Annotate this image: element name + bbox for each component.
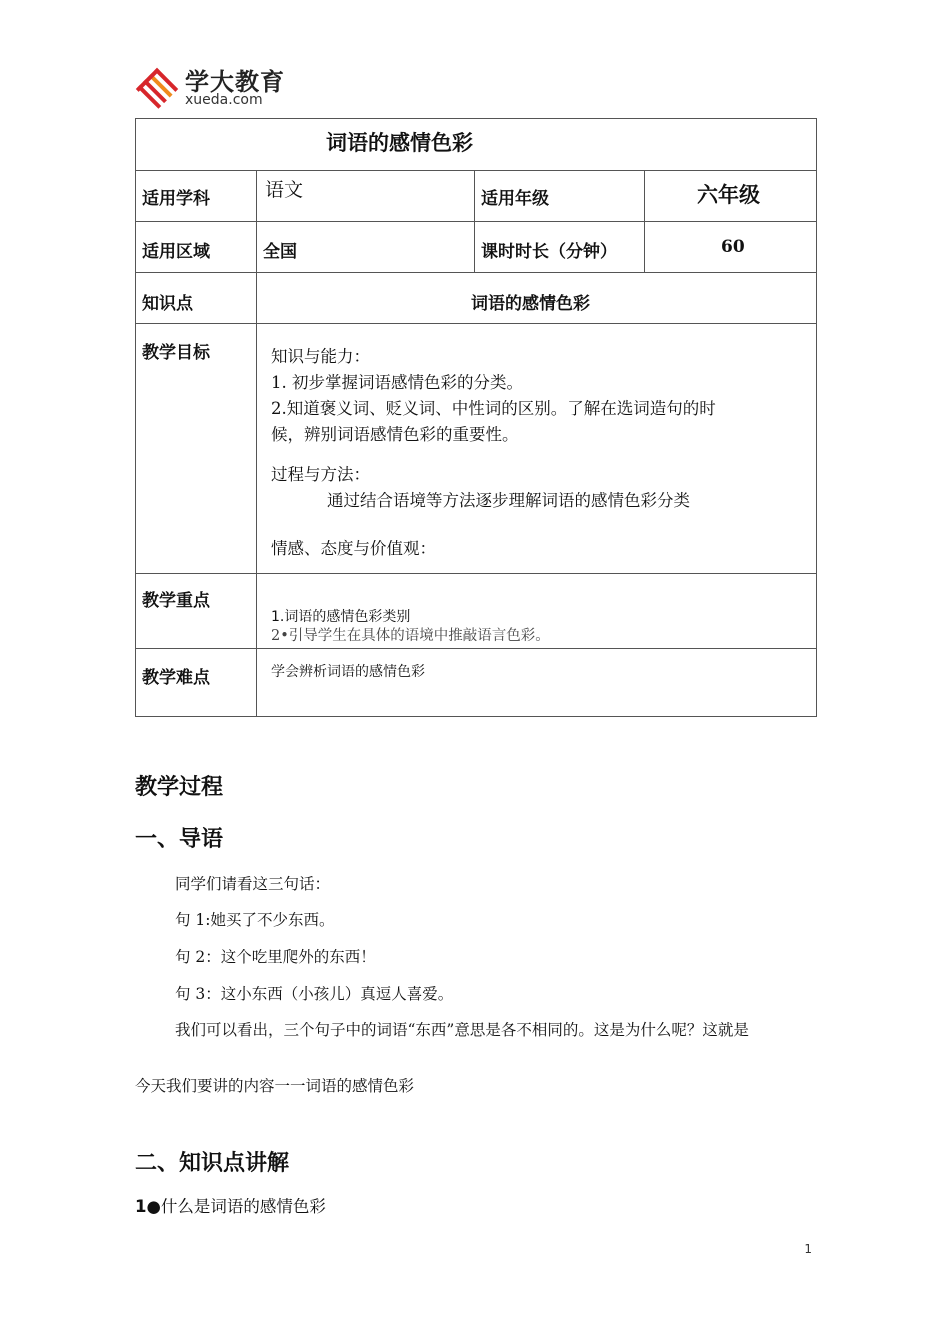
key-point-line: 1.词语的感情色彩类别 — [271, 609, 411, 625]
subsection-number: 1● — [135, 1197, 161, 1216]
section-heading: 教学过程 — [135, 775, 224, 800]
paragraph: 同学们请看这三句话： — [175, 875, 331, 893]
paragraph: 句 2：这个吃里爬外的东西！ — [175, 948, 376, 966]
xueda-logo — [135, 62, 305, 114]
goal-line: 通过结合语境等方法逐步理解词语的感情色彩分类 — [327, 491, 690, 510]
knowledge-point-label: 知识点 — [136, 273, 257, 324]
key-point-line: 2•引导学生在具体的语境中推敲语言色彩。 — [271, 628, 550, 644]
xueda-logo-icon — [135, 66, 179, 112]
section-heading: 二、知识点讲解 — [135, 1151, 290, 1176]
goal-line: 候，辨别词语感情色彩的重要性。 — [271, 425, 519, 444]
lesson-info-table — [135, 118, 817, 717]
subsection-title — [135, 1196, 815, 1218]
goal-line: 1. 初步掌握词语感情色彩的分类。 — [271, 373, 523, 392]
area-label: 适用区域 — [136, 222, 257, 273]
logo-chinese-text: 学大教育 — [185, 68, 285, 96]
subject-value: 语文 — [257, 171, 475, 222]
paragraph: 句 1:她买了不少东西。 — [175, 911, 335, 929]
goal-line: 情感、态度与价值观： — [271, 539, 436, 558]
section-heading: 一、导语 — [135, 827, 224, 852]
logo-url-text: xueda.com — [185, 92, 263, 108]
key-point-label: 教学重点 — [136, 574, 257, 649]
paragraph: 今天我们要讲的内容一一词语的感情色彩 — [135, 1077, 415, 1095]
grade-label: 适用年级 — [475, 171, 645, 222]
subject-label: 适用学科 — [136, 171, 257, 222]
table-title: 词语的感情色彩 — [136, 119, 817, 171]
difficulty-label: 教学难点 — [136, 649, 257, 717]
subsection-text: 什么是词语的感情色彩 — [160, 1197, 326, 1216]
goal-line: 2.知道褒义词、贬义词、中性词的区别。了解在选词造句的时 — [271, 399, 716, 418]
paragraph: 句 3：这小东西（小孩儿）真逗人喜爱。 — [175, 985, 454, 1003]
goal-line: 知识与能力： — [271, 347, 370, 366]
teaching-goal-content — [257, 324, 817, 574]
knowledge-point-value: 词语的感情色彩 — [257, 273, 817, 324]
teaching-goal-label: 教学目标 — [136, 324, 257, 574]
area-value: 全国 — [257, 222, 475, 273]
page-number: 1 — [804, 1242, 812, 1256]
duration-label: 课时时长（分钟） — [475, 222, 645, 273]
key-point-content — [257, 574, 817, 649]
grade-value: 六年级 — [645, 171, 817, 222]
paragraph: 我们可以看出，三个句子中的词语“东西”意思是各不相同的。这是为什么呢？这就是 — [175, 1021, 749, 1039]
duration-value: 60 — [645, 222, 817, 273]
goal-line: 过程与方法： — [271, 465, 370, 484]
difficulty-content: 学会辨析词语的感情色彩 — [257, 649, 817, 717]
